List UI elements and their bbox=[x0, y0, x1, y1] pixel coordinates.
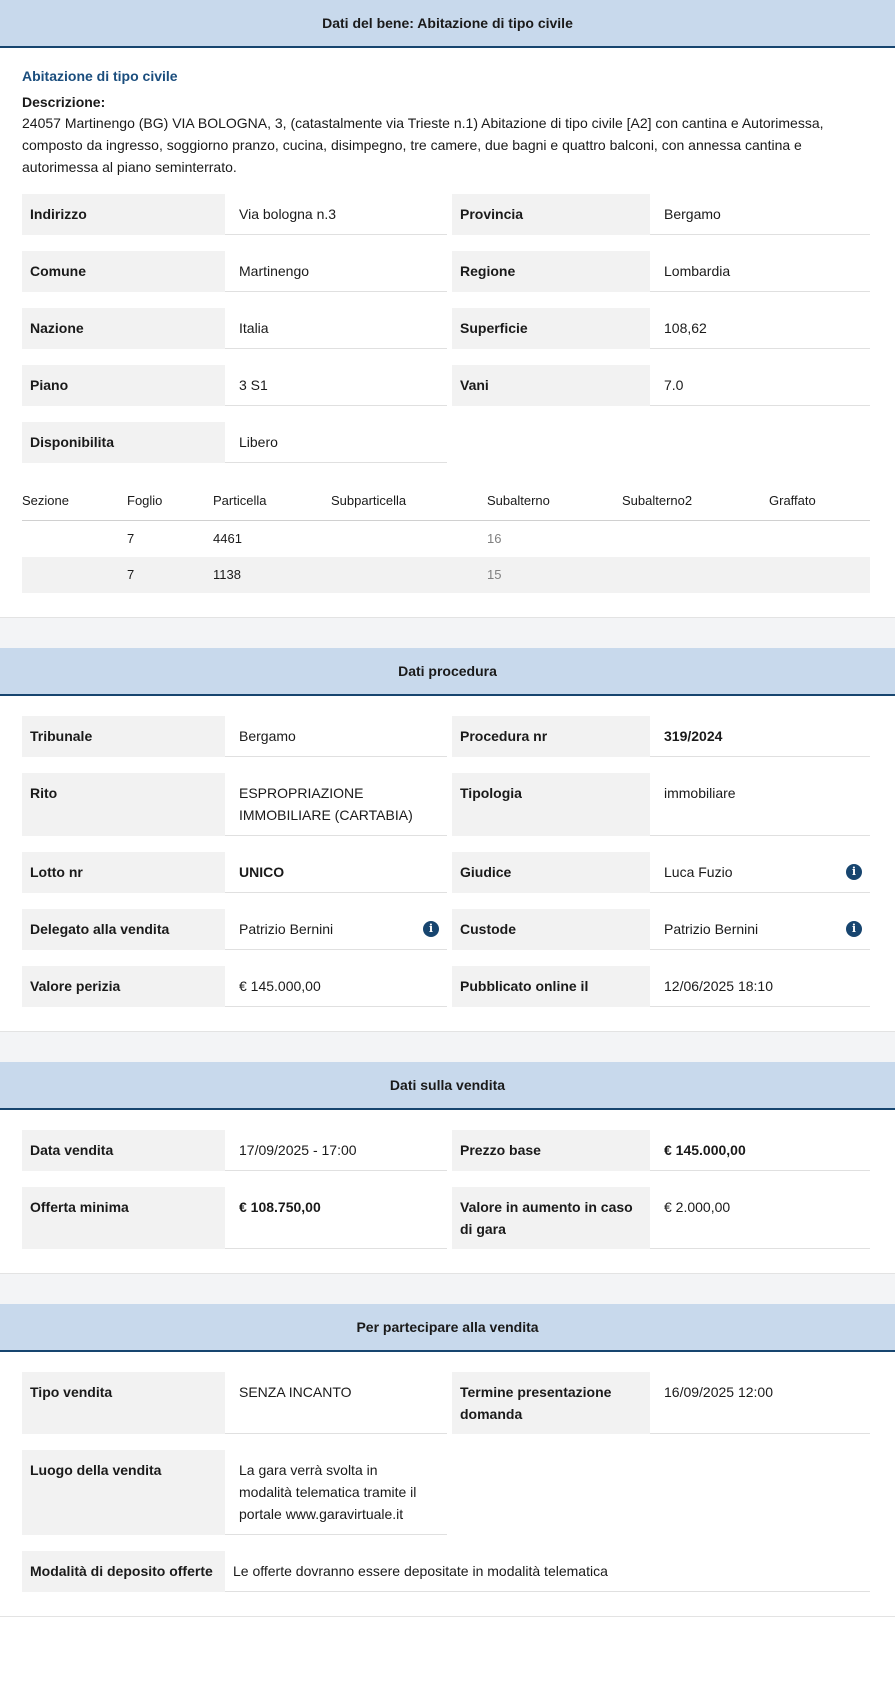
delegato-label: Delegato alla vendita bbox=[22, 909, 225, 950]
indirizzo-label: Indirizzo bbox=[22, 194, 225, 235]
perizia-value: € 145.000,00 bbox=[225, 966, 447, 1007]
partecipare-header: Per partecipare alla vendita bbox=[0, 1304, 895, 1352]
deposito-value: Le offerte dovranno essere depositate in modalità telematica bbox=[225, 1551, 870, 1592]
prezzo-base-label: Prezzo base bbox=[452, 1130, 650, 1171]
delegato-info-icon[interactable]: i bbox=[423, 921, 439, 937]
pubblicato-value: 12/06/2025 18:10 bbox=[650, 966, 870, 1007]
lotto-label: Lotto nr bbox=[22, 852, 225, 893]
regione-label: Regione bbox=[452, 251, 650, 292]
data-vendita-value: 17/09/2025 - 17:00 bbox=[225, 1130, 447, 1171]
tipologia-label: Tipologia bbox=[452, 773, 650, 836]
cell-sezione bbox=[22, 557, 127, 593]
aumento-label: Valore in aumento in caso di gara bbox=[452, 1187, 650, 1249]
cell-subalterno: 15 bbox=[487, 557, 622, 593]
cell-subalterno: 16 bbox=[487, 531, 502, 547]
bene-card bbox=[0, 0, 895, 618]
perizia-label: Valore perizia bbox=[22, 966, 225, 1007]
comune-label: Comune bbox=[22, 251, 225, 292]
custode-cell bbox=[650, 909, 870, 950]
tipologia-value: immobiliare bbox=[650, 773, 870, 836]
giudice-value: Luca Fuzio bbox=[664, 863, 733, 880]
superficie-label: Superficie bbox=[452, 308, 650, 349]
procedura-nr-value: 319/2024 bbox=[650, 716, 870, 757]
bene-header: Dati del bene: Abitazione di tipo civile bbox=[0, 0, 895, 48]
col-sezione: Sezione bbox=[22, 485, 127, 521]
nazione-label: Nazione bbox=[22, 308, 225, 349]
procedura-card bbox=[0, 648, 895, 1032]
lotto-value: UNICO bbox=[225, 852, 447, 893]
custode-label: Custode bbox=[452, 909, 650, 950]
tipo-vendita-label: Tipo vendita bbox=[22, 1372, 225, 1434]
comune-value: Martinengo bbox=[225, 251, 447, 292]
indirizzo-value: Via bologna n.3 bbox=[225, 194, 447, 235]
cell-sezione bbox=[22, 521, 127, 557]
col-particella: Particella bbox=[213, 485, 331, 521]
giudice-cell bbox=[650, 852, 870, 893]
empty-cell bbox=[447, 1450, 870, 1535]
procedura-header: Dati procedura bbox=[0, 648, 895, 696]
rito-value: ESPROPRIAZIONE IMMOBILIARE (CARTABIA) bbox=[225, 773, 447, 836]
bene-body bbox=[0, 48, 895, 617]
partecipare-card bbox=[0, 1304, 895, 1617]
bene-fields bbox=[22, 194, 867, 463]
tipo-vendita-value: SENZA INCANTO bbox=[225, 1372, 447, 1434]
giudice-info-icon[interactable]: i bbox=[846, 864, 862, 880]
regione-value: Lombardia bbox=[650, 251, 870, 292]
vani-value: 7.0 bbox=[650, 365, 870, 406]
vendita-fields bbox=[22, 1130, 867, 1249]
procedura-nr-label: Procedura nr bbox=[452, 716, 650, 757]
vani-label: Vani bbox=[452, 365, 650, 406]
section-gap bbox=[0, 1032, 895, 1062]
cell-subalterno2 bbox=[622, 557, 769, 593]
custode-value: Patrizio Bernini bbox=[664, 920, 759, 937]
offerta-minima-label: Offerta minima bbox=[22, 1187, 225, 1249]
disponibilita-label: Disponibilita bbox=[22, 422, 225, 463]
delegato-cell bbox=[225, 909, 447, 950]
custode-info-icon[interactable]: i bbox=[846, 921, 862, 937]
table-row bbox=[22, 557, 870, 593]
nazione-value: Italia bbox=[225, 308, 447, 349]
description-label: Descrizione: bbox=[22, 94, 106, 110]
pubblicato-label: Pubblicato online il bbox=[452, 966, 650, 1007]
luogo-label: Luogo della vendita bbox=[22, 1450, 225, 1535]
termine-label: Termine presentazione domanda bbox=[452, 1372, 650, 1434]
deposito-label: Modalità di deposito offerte bbox=[22, 1551, 225, 1592]
vendita-card bbox=[0, 1062, 895, 1274]
vendita-body bbox=[0, 1110, 895, 1273]
luogo-value: La gara verrà svolta in modalità telematica tramite il portale www.garavirtuale.it bbox=[225, 1450, 447, 1535]
procedura-fields bbox=[22, 716, 867, 1007]
partecipare-fields bbox=[22, 1372, 867, 1592]
delegato-value: Patrizio Bernini bbox=[239, 920, 334, 937]
provincia-label: Provincia bbox=[452, 194, 650, 235]
cell-subparticella bbox=[331, 557, 487, 593]
tribunale-label: Tribunale bbox=[22, 716, 225, 757]
cell-foglio: 7 bbox=[127, 557, 213, 593]
rito-label: Rito bbox=[22, 773, 225, 836]
col-graffato: Graffato bbox=[769, 485, 870, 521]
cell-graffato bbox=[769, 557, 870, 593]
col-subparticella: Subparticella bbox=[331, 485, 487, 521]
tribunale-value: Bergamo bbox=[225, 716, 447, 757]
catasto-header-row bbox=[22, 485, 870, 521]
disponibilita-value: Libero bbox=[225, 422, 447, 463]
section-gap bbox=[0, 1274, 895, 1304]
superficie-value: 108,62 bbox=[650, 308, 870, 349]
cell-foglio: 7 bbox=[127, 531, 135, 547]
description-text: 24057 Martinengo (BG) VIA BOLOGNA, 3, (catastalmente via Trieste n.1) Abitazione di tipo civile [A2] con cantina e Autorimessa, composto da ingresso, soggiorno pranzo, cucina, disimpegno, tre camere, due bagni e quattro balconi, con annessa cantina e autorimessa al piano seminterrato. bbox=[22, 115, 824, 175]
col-foglio: Foglio bbox=[127, 485, 213, 521]
prezzo-base-value: € 145.000,00 bbox=[650, 1130, 870, 1171]
procedura-body bbox=[0, 696, 895, 1031]
catasto-table bbox=[22, 485, 870, 593]
cell-graffato bbox=[769, 521, 870, 557]
piano-label: Piano bbox=[22, 365, 225, 406]
provincia-value: Bergamo bbox=[650, 194, 870, 235]
partecipare-body bbox=[0, 1352, 895, 1616]
cell-particella: 4461 bbox=[213, 531, 242, 547]
vendita-header: Dati sulla vendita bbox=[0, 1062, 895, 1110]
section-gap bbox=[0, 618, 895, 648]
aumento-value: € 2.000,00 bbox=[650, 1187, 870, 1249]
cell-subparticella bbox=[331, 521, 487, 557]
col-subalterno2: Subalterno2 bbox=[622, 485, 769, 521]
cell-particella: 1138 bbox=[213, 557, 331, 593]
giudice-label: Giudice bbox=[452, 852, 650, 893]
col-subalterno: Subalterno bbox=[487, 485, 622, 521]
termine-value: 16/09/2025 12:00 bbox=[650, 1372, 870, 1434]
cell-subalterno2 bbox=[622, 521, 769, 557]
offerta-minima-value: € 108.750,00 bbox=[225, 1187, 447, 1249]
data-vendita-label: Data vendita bbox=[22, 1130, 225, 1171]
bene-subtitle: Abitazione di tipo civile bbox=[22, 68, 178, 84]
piano-value: 3 S1 bbox=[225, 365, 447, 406]
table-row bbox=[22, 521, 870, 557]
